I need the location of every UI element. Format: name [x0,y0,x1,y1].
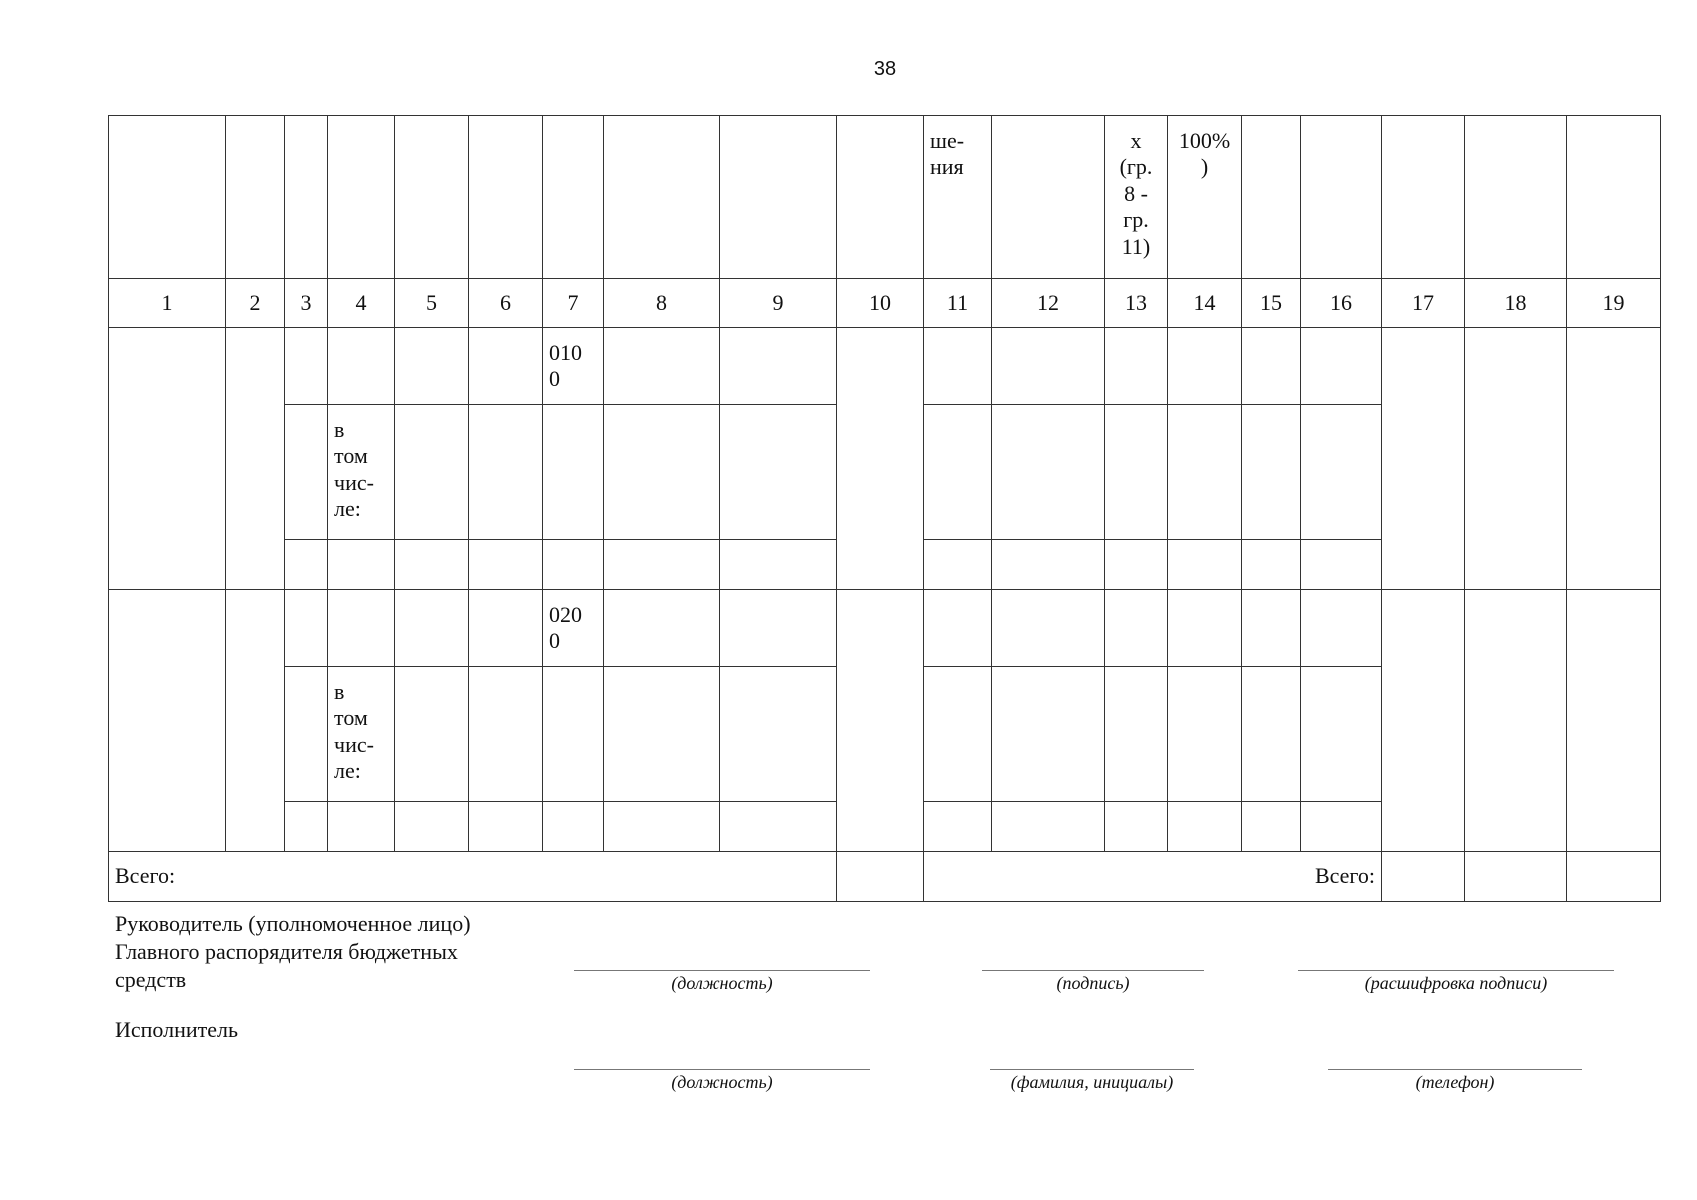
data-cell [1242,540,1301,590]
column-number: 5 [395,279,469,328]
data-cell [1168,328,1242,405]
subtitle-cell [328,667,395,802]
data-cell [992,802,1105,852]
total-left-label: Всего: [115,863,176,889]
data-cell [1242,667,1301,802]
data-cell [285,667,328,802]
data-cell [543,802,604,852]
header-cell-13 [1105,116,1168,279]
executor-name-line [990,1069,1194,1070]
page-number: 38 [873,58,897,80]
column-number: 10 [837,279,924,328]
data-cell [720,328,837,405]
subtitle-cell [328,405,395,540]
header-cell [328,116,395,279]
data-cell [1242,405,1301,540]
group-cell-merged [226,590,285,852]
total-row [109,852,1661,902]
total-cell [1465,852,1567,902]
header-text-col14: 100% ) [1178,128,1231,180]
data-cell [720,590,837,667]
data-cell [992,540,1105,590]
data-cell [1301,328,1382,405]
data-cell [1168,405,1242,540]
data-cell [1242,328,1301,405]
header-cell [1382,116,1465,279]
group-cell-merged [1382,328,1465,590]
data-cell [328,590,395,667]
executor-position-line [574,1069,870,1070]
data-cell [1168,667,1242,802]
data-cell [1168,802,1242,852]
data-cell [395,405,469,540]
total-right-cell [924,852,1382,902]
header-cell [992,116,1105,279]
data-cell [285,540,328,590]
position-line [574,970,870,971]
header-cell-11 [924,116,992,279]
data-cell [328,540,395,590]
data-cell [1105,540,1168,590]
data-cell [720,667,837,802]
data-cell [1301,667,1382,802]
data-cell [395,667,469,802]
executor-label: Исполнитель [115,1017,239,1042]
column-number: 13 [1105,279,1168,328]
data-cell [604,328,720,405]
data-cell [924,405,992,540]
subtitle-text: в том чис- ле: [334,417,374,522]
signature-line [982,970,1204,971]
header-cell [720,116,837,279]
executor-name-caption: (фамилия, инициалы) [1010,1072,1174,1092]
total-cell [1382,852,1465,902]
column-number: 2 [226,279,285,328]
data-cell [469,328,543,405]
data-cell [1301,590,1382,667]
data-cell [1168,540,1242,590]
data-cell [1105,802,1168,852]
row-code-cell [543,328,604,405]
data-cell [328,802,395,852]
column-number: 4 [328,279,395,328]
group-cell-merged [837,590,924,852]
data-cell [992,328,1105,405]
data-cell [924,590,992,667]
group-cell-merged [1465,328,1567,590]
data-cell [543,540,604,590]
column-number: 16 [1301,279,1382,328]
header-cell [226,116,285,279]
data-cell [924,802,992,852]
column-number: 6 [469,279,543,328]
data-cell [395,328,469,405]
row-code: 020 0 [549,602,582,654]
data-cell [1105,328,1168,405]
position-caption: (должность) [671,973,773,993]
group-cell-merged [1382,590,1465,852]
data-cell [469,667,543,802]
data-cell [395,802,469,852]
data-cell [1301,802,1382,852]
data-cell [285,328,328,405]
data-cell [604,540,720,590]
group-cell-merged [109,590,226,852]
data-cell [924,667,992,802]
header-cell [1242,116,1301,279]
data-cell [992,405,1105,540]
data-cell [469,590,543,667]
phone-caption: (телефон) [1415,1072,1495,1092]
data-cell [720,802,837,852]
data-cell [1168,590,1242,667]
data-cell [924,328,992,405]
signature-decode-line [1298,970,1614,971]
header-cell [543,116,604,279]
group-cell-merged [837,328,924,590]
data-cell [720,405,837,540]
column-number: 8 [604,279,720,328]
data-cell [543,405,604,540]
group-cell-merged [109,328,226,590]
column-number: 7 [543,279,604,328]
column-number: 12 [992,279,1105,328]
group-2-row-code [109,590,1661,667]
report-table [108,115,1661,902]
data-cell [1242,590,1301,667]
data-cell [604,590,720,667]
header-cell [109,116,226,279]
column-number: 18 [1465,279,1567,328]
group-cell-merged [1465,590,1567,852]
data-cell [1105,405,1168,540]
header-cell [469,116,543,279]
data-cell [604,802,720,852]
column-number: 3 [285,279,328,328]
subtitle-text: в том чис- ле: [334,679,374,784]
data-cell [992,590,1105,667]
data-cell [469,405,543,540]
data-cell [469,802,543,852]
group-cell-merged [1567,328,1661,590]
phone-line [1328,1069,1582,1070]
header-cell [1465,116,1567,279]
column-number: 19 [1567,279,1661,328]
column-number: 1 [109,279,226,328]
data-cell [328,328,395,405]
column-number: 17 [1382,279,1465,328]
data-cell [1301,405,1382,540]
header-cell [837,116,924,279]
column-number: 14 [1168,279,1242,328]
group-cell-merged [226,328,285,590]
data-cell [992,667,1105,802]
header-cell [1567,116,1661,279]
data-cell [924,540,992,590]
header-cell [395,116,469,279]
data-cell [604,667,720,802]
group-cell-merged [1567,590,1661,852]
header-cell [285,116,328,279]
data-cell [285,802,328,852]
header-cell-14 [1168,116,1242,279]
column-number: 11 [924,279,992,328]
data-cell [1105,667,1168,802]
header-row [109,116,1661,279]
data-cell [604,405,720,540]
signature-caption: (подпись) [1056,973,1130,993]
data-cell [285,590,328,667]
executor-position-caption: (должность) [671,1072,773,1092]
header-cell [1301,116,1382,279]
data-cell [720,540,837,590]
total-left-cell [109,852,837,902]
total-cell [1567,852,1661,902]
signature-decode-caption: (расшифровка подписи) [1364,973,1548,993]
header-text-col13: х (гр. 8 - гр. 11) [1119,128,1153,259]
data-cell [543,667,604,802]
header-text-col11: ше- ния [930,128,965,180]
total-cell [837,852,924,902]
column-number: 9 [720,279,837,328]
group-1-row-code [109,328,1661,405]
row-code-cell [543,590,604,667]
header-cell [604,116,720,279]
column-number: 15 [1242,279,1301,328]
total-right-label: Всего: [1314,863,1375,889]
column-number-row [109,279,1661,328]
data-cell [395,540,469,590]
data-cell [1242,802,1301,852]
data-cell [395,590,469,667]
data-cell [1105,590,1168,667]
head-label: Руководитель (уполномоченное лицо) Главного распорядителя бюджетных средств [115,911,471,992]
data-cell [285,405,328,540]
row-code: 010 0 [549,340,582,392]
data-cell [1301,540,1382,590]
data-cell [469,540,543,590]
